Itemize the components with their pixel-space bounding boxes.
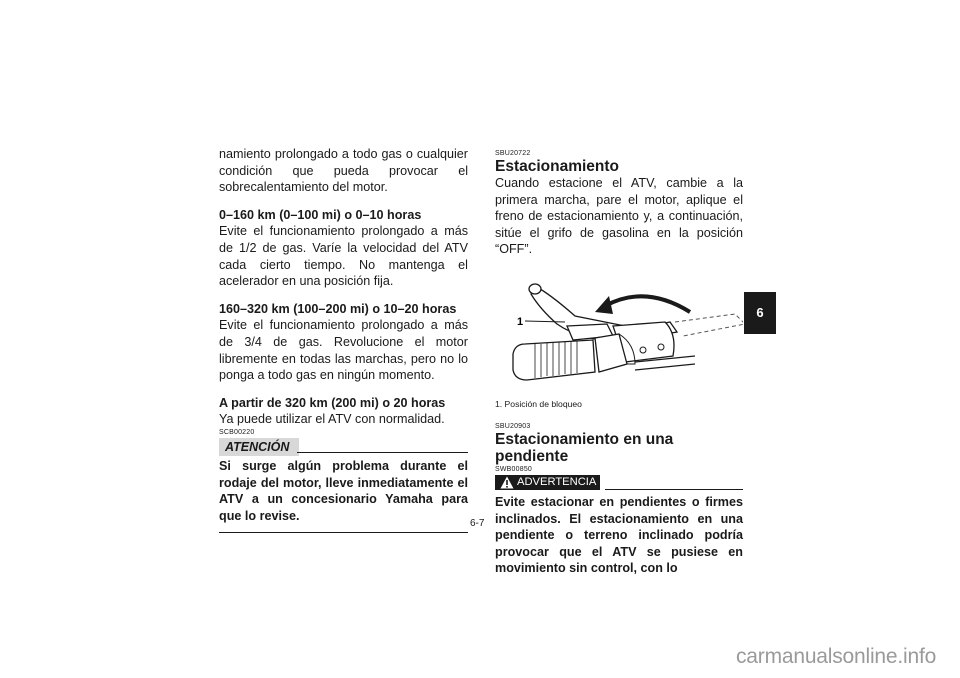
- section-text-0-160: Evite el funcionamiento prolongado a más de 1/2 de gas. Varíe la velocidad del ATV cada cierto tiempo. No mantenga el acelerador en una posición fija.: [219, 224, 468, 289]
- caution-bottom-rule: [219, 532, 468, 533]
- caution-top-rule: [297, 452, 468, 453]
- brake-lever-illustration: [495, 264, 743, 399]
- section-title-0-160: 0–160 km (0–100 mi) o 0–10 horas: [219, 207, 422, 222]
- heading-parking: Estacionamiento: [495, 158, 620, 175]
- intro-paragraph: namiento prolongado a todo gas o cualquier condición que pueda provocar el sobrecalentamiento del motor.: [219, 147, 468, 195]
- caution-label: ATENCIÓN: [219, 438, 299, 456]
- warning-header: [495, 475, 743, 494]
- section-title-320-plus: A partir de 320 km (200 mi) o 20 horas: [219, 395, 446, 410]
- section-text-160-320: Evite el funcionamiento prolongado a más de 3/4 de gas. Revolucione el motor libremente en todas las marchas, pero no lo ponga a todo gas en ningún momento.: [219, 318, 468, 383]
- caution-text: Si surge algún problema durante el rodaje del motor, lleve inmediatamente el ATV a un concesionario Yamaha para que lo revise.: [219, 458, 468, 523]
- watermark: carmanualsonline.info: [736, 645, 937, 668]
- page-number: 6-7: [470, 518, 485, 529]
- warning-label: ADVERTENCIA: [517, 475, 597, 488]
- warning-code: SWB00850: [495, 465, 533, 473]
- warning-text: Evite estacionar en pendientes o firmes inclinados. El estacionamiento en una pendiente o terreno inclinado podría provocar que el ATV se pusiese en movimiento sin control, con lo: [495, 494, 743, 576]
- caution-code: SCB00220: [219, 428, 255, 436]
- warning-triangle-icon: [500, 476, 514, 489]
- figure-callout-1: 1: [517, 315, 524, 328]
- brake-lever-figure: [495, 264, 743, 399]
- figure-caption: 1. Posición de bloqueo: [495, 398, 582, 409]
- section-text-320-plus: Ya puede utilizar el ATV con normalidad.: [219, 412, 445, 427]
- right-column: [495, 149, 743, 577]
- section-title-160-320: 160–320 km (100–200 mi) o 10–20 horas: [219, 301, 457, 316]
- section-code-slope: SBU20903: [495, 422, 531, 430]
- warning-top-rule: [605, 489, 743, 490]
- heading-slope-parking: Estacionamiento en una pendiente: [495, 430, 674, 465]
- parking-paragraph: Cuando estacione el ATV, cambie a la primera marcha, pare el motor, aplique el freno de estacionamiento y, a continuación, sitúe el grifo de gasolina en la posición “OFF”.: [495, 176, 743, 257]
- chapter-tab: 6: [744, 292, 776, 334]
- section-code-parking: SBU20722: [495, 150, 531, 157]
- caution-header: [219, 438, 468, 456]
- warning-badge: [495, 475, 600, 490]
- left-column: [219, 146, 468, 533]
